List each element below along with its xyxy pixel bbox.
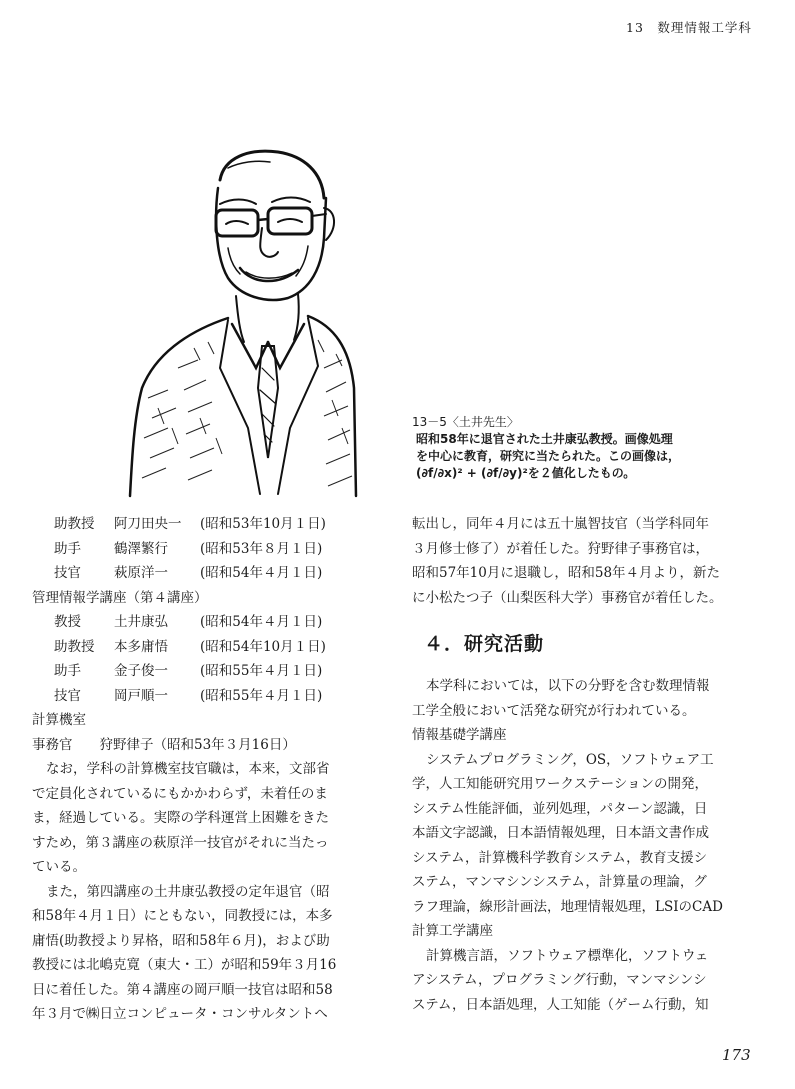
paragraph-line: 年３月で㈱日立コンピュータ・コンサルタントへ — [32, 1006, 328, 1022]
staff-date: (昭和54年４月１日) — [200, 565, 323, 581]
caption-line: を中心に教育，研究に当たられた。この画像は， — [416, 449, 681, 463]
paragraph-line: ま，経過している。実際の学科運営上困難をきた — [32, 810, 329, 826]
staff-name: 本多庸悟 — [114, 638, 168, 655]
staff-role: 技官 — [54, 565, 81, 581]
paragraph-line: すため，第３講座の萩原洋一技官がそれに当たっ — [32, 834, 329, 851]
portrait-photo — [128, 128, 358, 498]
staff-name: 鶴澤繁行 — [114, 540, 168, 557]
staff-name: 岡戸順一 — [114, 687, 168, 704]
paragraph-line: 教授には北嶋克寛（東大・工）が昭和59年３月16 — [32, 957, 337, 973]
paragraph-line: ステム，マンマシンシステム，計算量の理論，グ — [412, 874, 707, 890]
chair-heading: 管理情報学講座（第４講座） — [32, 589, 208, 606]
page-number: 173 — [722, 1046, 751, 1064]
paragraph-line: ３月修士修了）が着任した。狩野律子事務官は， — [412, 540, 709, 557]
paragraph-line: 昭和57年10月に退職し，昭和58年４月より，新た — [412, 565, 721, 581]
paragraph-line: システム性能評価，並列処理，パターン認識，日 — [412, 800, 708, 817]
staff-name: 金子俊一 — [114, 663, 168, 679]
running-header: 13 数理情報工学科 — [626, 20, 752, 35]
staff-role: 助教授 — [54, 638, 95, 655]
paragraph-line: ラフ理論，線形計画法，地理情報処理，LSIのCAD — [412, 898, 723, 915]
staff-date: (昭和53年８月１日) — [200, 540, 323, 557]
staff-row — [32, 537, 392, 562]
paragraph-line: また，第四講座の土井康弘教授の定年退官（昭 — [46, 883, 330, 900]
paragraph-line: 転出し，同年４月には五十嵐智技官（当学科同年 — [412, 516, 709, 532]
staff-row — [32, 635, 392, 660]
staff-date: (昭和55年４月１日) — [200, 687, 323, 704]
paragraph-line: 本学科においては，以下の分野を含む数理情報 — [426, 678, 710, 694]
staff-role: 助教授 — [54, 516, 95, 532]
paragraph-line: 本語文字認識，日本語情報処理，日本語文書作成 — [412, 825, 709, 841]
paragraph-line: 学，人工知能研究用ワークステーションの開発， — [412, 776, 709, 792]
staff-name: 萩原洋一 — [114, 565, 168, 581]
staff-name: 土井康弘 — [114, 614, 168, 630]
paragraph-line: なお，学科の計算機室技官職は，本来，文部省 — [46, 761, 330, 777]
paragraph-line: アシステム，プログラミング行動，マンマシンシ — [412, 972, 707, 988]
caption-line: (∂f/∂x)² + (∂f/∂y)²を２値化したもの。 — [416, 466, 636, 480]
staff-role: 教授 — [54, 614, 81, 630]
section-title: ４．研究活動 — [424, 633, 545, 655]
subsection-heading: 計算工学講座 — [412, 923, 493, 939]
staff-row — [32, 684, 392, 709]
left-column — [32, 512, 392, 1027]
paragraph-line: 工学全般において活発な研究が行われている。 — [412, 702, 696, 719]
paragraph-line: に小松たつ子（山梨医科大学）事務官が着任した。 — [412, 589, 723, 606]
staff-date: (昭和53年10月１日) — [200, 516, 326, 532]
paragraph-line: ステム，日本語処理，人工知能（ゲーム行動，知 — [412, 996, 709, 1013]
paragraph-line: 計算機言語，ソフトウェア標準化，ソフトウェ — [426, 947, 709, 964]
staff-row — [32, 610, 392, 635]
office-staff-line: 事務官 狩野律子（昭和53年３月16日） — [32, 736, 296, 753]
paragraph-line: システムプログラミング，OS，ソフトウェア工 — [426, 751, 714, 768]
figure-label — [412, 414, 712, 431]
paragraph-line: 庸悟(助教授より昇格，昭和58年６月)，および助 — [32, 932, 330, 949]
staff-row — [32, 659, 392, 684]
computer-room-heading: 計算機室 — [32, 712, 86, 728]
right-column — [412, 512, 772, 1017]
figure-number: 13－5 — [412, 415, 447, 429]
paragraph-line: 日に着任した。第４講座の岡戸順一技官は昭和58 — [32, 981, 333, 998]
staff-role: 助手 — [54, 540, 81, 557]
staff-row — [32, 512, 392, 537]
staff-role: 助手 — [54, 663, 81, 679]
staff-date: (昭和54年10月１日) — [200, 638, 326, 655]
figure-title: 〈土井先生〉 — [446, 415, 519, 429]
subsection-heading: 情報基礎学講座 — [412, 727, 507, 743]
staff-date: (昭和54年４月１日) — [200, 614, 323, 630]
paragraph-line: で定員化されているにもかかわらず，未着任のま — [32, 785, 328, 802]
staff-role: 技官 — [54, 687, 81, 704]
figure-caption — [412, 414, 712, 482]
caption-line: 昭和58年に退官された土井康弘教授。画像処理 — [416, 432, 673, 446]
paragraph-line: ている。 — [32, 859, 86, 875]
paragraph-line: 和58年４月１日）にともない，同教授には，本多 — [32, 908, 333, 924]
staff-row — [32, 561, 392, 586]
staff-name: 阿刀田央一 — [114, 516, 182, 532]
paragraph-line: システム，計算機科学教育システム，教育支援シ — [412, 849, 708, 866]
staff-date: (昭和55年４月１日) — [200, 663, 323, 679]
